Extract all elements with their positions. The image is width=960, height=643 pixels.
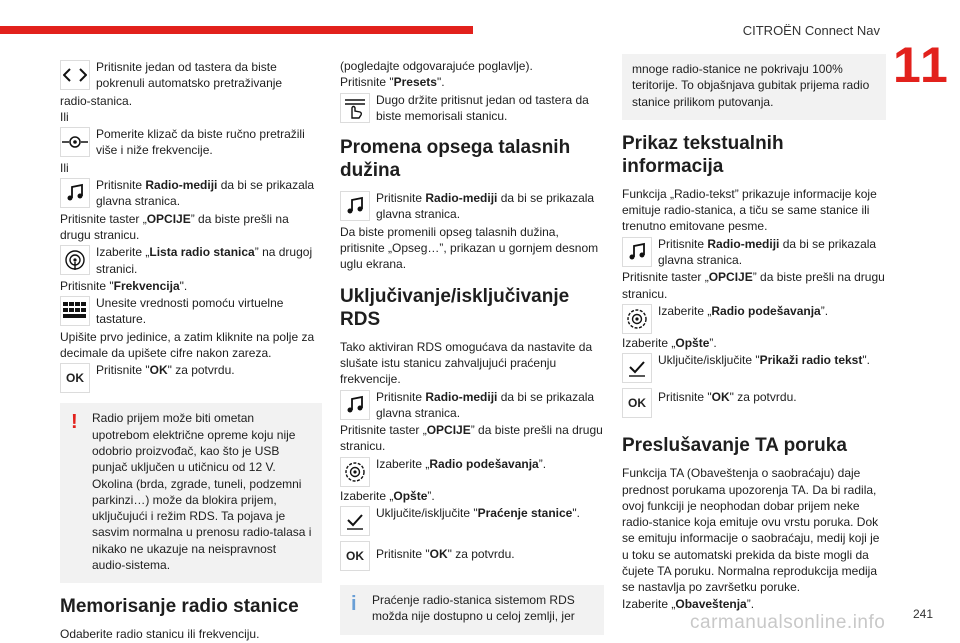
paragraph — [622, 596, 886, 612]
step-text: Dugo držite pritisnut jedan od tastera da biste memorisali stanicu. — [376, 92, 589, 123]
text: da bi se prikazala glavna stranica. — [376, 191, 595, 222]
bold-term: OK — [711, 390, 730, 405]
text: ”. — [709, 335, 717, 350]
step-radio-media — [60, 177, 322, 210]
step-toggle — [340, 505, 604, 536]
text: Uključite/isključite " — [376, 506, 478, 521]
text: Izaberite „ — [658, 303, 712, 318]
text: ” da biste prešli na drugu stranicu. — [340, 423, 603, 454]
text: ”. — [538, 456, 547, 471]
paragraph: Funkcija TA (Obaveštenja o saobraćaju) daje prednost porukama upozorenja TA. Da bi radila, ovoj funkciji je neophodan dobar prijem neke radio-stanice koja emituje ovu vrstu poruka. Dok se emituju informacije o saobraćaju, medij koji je u toku se automatski prekida da biste mogli da čujete TA poruku. Normalna reprodukcija medija se nastavlja po završetku poruke. — [622, 466, 880, 595]
music-note-icon — [340, 191, 370, 221]
step-ok — [340, 540, 604, 571]
column-3 — [622, 54, 886, 612]
chapter-number: 11 — [893, 37, 950, 93]
step-ok — [60, 362, 322, 393]
music-note-icon — [340, 390, 370, 420]
paragraph — [622, 269, 886, 302]
step-text: Pritisnite jedan od tastera da biste pokrenuli automatsko pretraživanje — [96, 60, 283, 91]
info-note — [340, 585, 604, 635]
text: ". — [179, 278, 188, 293]
text: " za potvrdu. — [167, 363, 235, 378]
paragraph: Ili — [60, 160, 69, 175]
warning-icon: ! — [71, 411, 78, 434]
radio-settings-icon — [622, 304, 652, 334]
text: Pritisnite — [658, 236, 708, 251]
warning-text: Radio prijem može biti ometan upotrebom električne opreme koju nije odobrio proizvođač, kao što je USB punjač uključen u utičnicu od 12 V. — [92, 411, 296, 475]
text: Pritisnite taster „ — [60, 211, 147, 226]
music-note-icon — [622, 237, 652, 267]
step-radio-settings — [622, 303, 886, 334]
paragraph: Odaberite radio stanicu ili frekvenciju. — [60, 627, 260, 642]
bold-term: OK — [149, 363, 168, 378]
bold-term: Prikaži radio tekst — [759, 353, 863, 368]
radio-settings-icon — [340, 457, 370, 487]
text: ". — [572, 506, 580, 521]
bold-term: OPCIJE — [146, 211, 191, 226]
warning-text: Okolina (brda, zgrade, tuneli, podzemni parkinzi…) može da blokira prijem, uključujući i režim RDS. Ta pojava je sasvim normalna u prenosu radio-talasa i nikako ne ukazuje na neispravnost audio-sistema. — [92, 476, 312, 573]
step-presets — [340, 92, 604, 125]
text: Izaberite „ — [96, 245, 150, 260]
section-heading-memorize: Memorisanje radio stanice — [60, 596, 299, 618]
text: Pritisnite taster „ — [340, 423, 427, 438]
step-text: Unesite vrednosti pomoću virtuelne tastature. — [96, 296, 284, 327]
step-radio-settings — [340, 456, 604, 487]
text: Pritisnite " — [60, 278, 114, 293]
bold-term: Praćenje stanice — [477, 506, 573, 521]
text: ” na drugoj stranici. — [96, 245, 313, 276]
text: Pritisnite — [376, 389, 426, 404]
column-2 — [340, 58, 604, 641]
bold-term: Radio-mediji — [425, 389, 498, 404]
text: da bi se prikazala glavna stranica. — [96, 178, 315, 209]
step-radio-media — [622, 236, 886, 269]
bold-term: Radio-mediji — [145, 178, 218, 193]
text: ” da biste prešli na drugu stranicu. — [622, 270, 885, 301]
step-ok — [622, 387, 886, 418]
music-note-icon — [60, 178, 90, 208]
text: Izaberite „ — [622, 596, 676, 611]
text: da bi se prikazala glavna stranica. — [658, 236, 877, 268]
text: Izaberite „ — [622, 335, 676, 350]
text: Pritisnite " — [340, 75, 394, 90]
paragraph — [60, 211, 322, 244]
bold-term: OPCIJE — [426, 423, 471, 438]
text: ”. — [746, 596, 755, 611]
info-text: mnoge radio-stanice ne pokrivaju 100% teritorije. To objašnjava gubitak prijema radio stanice prilikom putovanja. — [632, 62, 870, 109]
step-radio-media — [340, 190, 604, 223]
header-title: CITROËN Connect Nav — [742, 23, 880, 38]
bold-term: Opšte — [675, 335, 710, 350]
column-1 — [60, 58, 322, 643]
paragraph — [60, 278, 322, 294]
section-heading-band: Promena opsega talasnih dužina — [340, 137, 571, 182]
text: ”. — [427, 488, 435, 503]
text: da bi se prikazala glavna stranica. — [376, 389, 595, 420]
paragraph: Upišite prvo jedinice, a zatim kliknite na polje za decimale da upišete cifre nakon zareza. — [60, 329, 315, 361]
ok-button-icon: OK — [60, 363, 90, 393]
text: Pritisnite — [376, 191, 426, 206]
text: " za potvrdu. — [447, 547, 515, 562]
bold-term: Radio-mediji — [707, 236, 780, 251]
bold-term: Frekvencija — [113, 278, 180, 293]
step-radio-media — [340, 389, 604, 422]
section-heading-text-info: Prikaz tekstualnih informacija — [622, 132, 784, 177]
paragraph: Funkcija „Radio-tekst” prikazuje informacije koje emituje radio-stanica, a tiču se same stanice ili trenutno emitovane pesme. — [622, 186, 877, 234]
text: Pritisnite — [96, 178, 146, 193]
watermark: carmanualsonline.info — [690, 612, 886, 633]
text: ". — [436, 75, 445, 90]
info-icon: i — [351, 593, 357, 616]
section-heading-rds: Uključivanje/isključivanje RDS — [340, 285, 570, 330]
warning-note — [60, 403, 322, 583]
paragraph: radio-stanica. — [60, 93, 133, 108]
paragraph: Da biste promenili opseg talasnih dužina, pritisnite „Opseg…”, prikazan u gornjem desnom uglu ekrana. — [340, 224, 599, 272]
paragraph: Ili — [60, 109, 69, 124]
ok-button-icon: OK — [340, 541, 370, 571]
paragraph — [340, 74, 604, 90]
paragraph — [340, 422, 604, 455]
paragraph: Tako aktiviran RDS omogućava da nastavite da slušate istu stanicu zahvaljujući praćenju frekvencije. — [340, 339, 593, 387]
step-auto-search — [60, 59, 322, 92]
page-number: 241 — [913, 607, 934, 621]
bold-term: OPCIJE — [708, 270, 753, 285]
bold-term: Radio-mediji — [425, 191, 498, 206]
check-icon — [622, 353, 652, 383]
header-accent-bar — [0, 26, 473, 34]
paragraph — [622, 335, 886, 351]
keyboard-grid-icon — [60, 296, 90, 326]
section-heading-ta: Preslušavanje TA poruka — [622, 435, 847, 457]
text: ”. — [820, 303, 829, 318]
step-station-list — [60, 244, 322, 277]
slider-target-icon — [60, 127, 90, 157]
check-icon — [340, 506, 370, 536]
step-keyboard — [60, 295, 322, 328]
text: ” da biste prešli na drugu stranicu. — [60, 211, 289, 242]
text: ". — [862, 353, 870, 368]
step-slider — [60, 126, 322, 159]
step-toggle — [622, 352, 886, 383]
bold-term: Radio podešavanja — [711, 303, 821, 318]
text: Pritisnite " — [96, 363, 150, 378]
bold-term: Presets — [393, 75, 437, 90]
text: Pritisnite " — [376, 547, 430, 562]
paragraph — [340, 488, 604, 504]
paragraph: (pogledajte odgovarajuće poglavlje). — [340, 59, 533, 73]
bold-term: Lista radio stanica — [149, 245, 255, 260]
step-text: Pomerite klizač da biste ručno pretražili više i niže frekvencije. — [96, 127, 305, 158]
radio-antenna-icon — [60, 245, 90, 275]
text: " za potvrdu. — [729, 390, 797, 405]
ok-button-icon: OK — [622, 388, 652, 418]
info-text: Praćenje radio-stanica sistemom RDS možda nije dostupno u celoj zemlji, jer — [372, 593, 575, 624]
info-note-continued — [622, 54, 886, 120]
text: Pritisnite " — [658, 390, 712, 405]
text: Uključite/isključite " — [658, 353, 760, 368]
presets-hand-icon — [340, 93, 370, 123]
text: Izaberite „ — [376, 456, 430, 471]
bold-term: Obaveštenja — [675, 596, 747, 611]
bold-term: OK — [429, 547, 448, 562]
text: Izaberite „ — [340, 488, 394, 503]
chevrons-left-right-icon — [60, 60, 90, 90]
bold-term: Radio podešavanja — [429, 456, 539, 471]
text: Pritisnite taster „ — [622, 270, 709, 285]
bold-term: Opšte — [393, 488, 428, 503]
